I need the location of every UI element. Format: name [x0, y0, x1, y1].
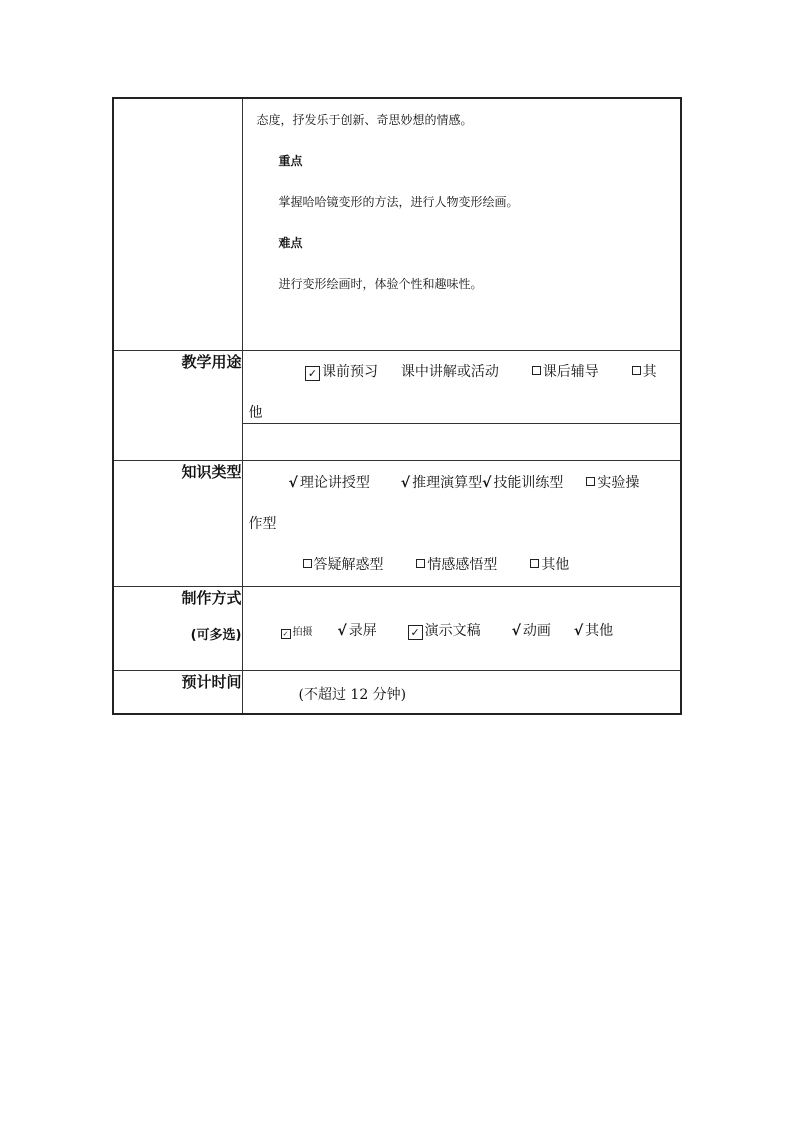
checkbox-icon[interactable] — [532, 366, 541, 375]
usage-option-in-class: 课中讲解或活动 — [400, 364, 499, 380]
objectives-row — [113, 98, 681, 351]
checkbox-icon[interactable] — [303, 559, 312, 568]
objectives-content-cell — [242, 98, 681, 351]
checkbox-icon[interactable] — [586, 477, 595, 486]
tick-icon: √ — [400, 475, 411, 491]
production-option-animation: 动画 — [522, 623, 551, 639]
knowledge-option-reasoning: 推理演算型 — [412, 475, 483, 491]
knowledge-row — [113, 461, 681, 587]
tick-icon: √ — [482, 475, 492, 491]
production-content-cell — [242, 587, 681, 671]
time-value: (不超过 12 分钟) — [298, 687, 407, 703]
production-option-screen-record: 录屏 — [348, 623, 377, 639]
knowledge-content-cell — [242, 461, 681, 587]
difficulty-title: 难点 — [278, 236, 303, 250]
production-sublabel: (可多选) — [190, 628, 242, 643]
usage-option-other-cont: 他 — [248, 405, 263, 421]
checked-checkbox-icon[interactable]: ✓ — [281, 629, 291, 639]
knowledge-option-other: 其他 — [541, 557, 570, 573]
usage-label: 教学用途 — [113, 351, 242, 461]
production-row — [113, 587, 681, 671]
objectives-text: 态度，抒发乐于创新、奇思妙想的情感。 — [256, 113, 473, 127]
key-point-title: 重点 — [278, 154, 303, 168]
production-label: 制作方式 — [181, 589, 242, 607]
checkbox-icon[interactable] — [632, 366, 641, 375]
knowledge-option-skill: 技能训练型 — [493, 475, 564, 491]
usage-option-other: 其 — [642, 364, 657, 380]
knowledge-option-experiment: 实验操 — [597, 475, 640, 491]
knowledge-option-qa: 答疑解惑型 — [313, 557, 384, 573]
tick-icon: √ — [288, 475, 298, 491]
knowledge-label: 知识类型 — [113, 461, 242, 587]
production-label-cell — [113, 587, 242, 671]
time-label: 预计时间 — [113, 671, 242, 714]
checked-checkbox-icon[interactable]: ✓ — [408, 625, 423, 640]
difficulty-text: 进行变形绘画时，体验个性和趣味性。 — [278, 277, 483, 291]
key-point-text: 掌握哈哈镜变形的方法，进行人物变形绘画。 — [278, 195, 519, 209]
usage-option-preview: 课前预习 — [321, 364, 378, 380]
usage-option-after-class: 课后辅导 — [542, 364, 599, 380]
objectives-label-cell — [113, 98, 242, 351]
knowledge-option-theory: 理论讲授型 — [299, 475, 370, 491]
usage-empty-subcell — [243, 423, 681, 460]
production-option-other: 其他 — [585, 623, 614, 639]
usage-content-cell — [242, 351, 681, 461]
production-option-shooting: 拍摄 — [292, 627, 313, 638]
tick-icon: √ — [337, 623, 347, 639]
micro-lesson-form-table — [112, 97, 682, 715]
knowledge-option-experiment-cont: 作型 — [248, 516, 277, 532]
tick-icon: √ — [573, 623, 584, 639]
usage-row — [113, 351, 681, 461]
knowledge-option-emotion: 情感感悟型 — [427, 557, 498, 573]
checkbox-icon[interactable] — [416, 559, 425, 568]
checkbox-icon[interactable] — [530, 559, 539, 568]
time-row — [113, 671, 681, 714]
time-content-cell — [242, 671, 681, 714]
production-option-presentation: 演示文稿 — [424, 623, 481, 639]
tick-icon: √ — [511, 623, 521, 639]
checked-checkbox-icon[interactable]: ✓ — [305, 366, 320, 381]
